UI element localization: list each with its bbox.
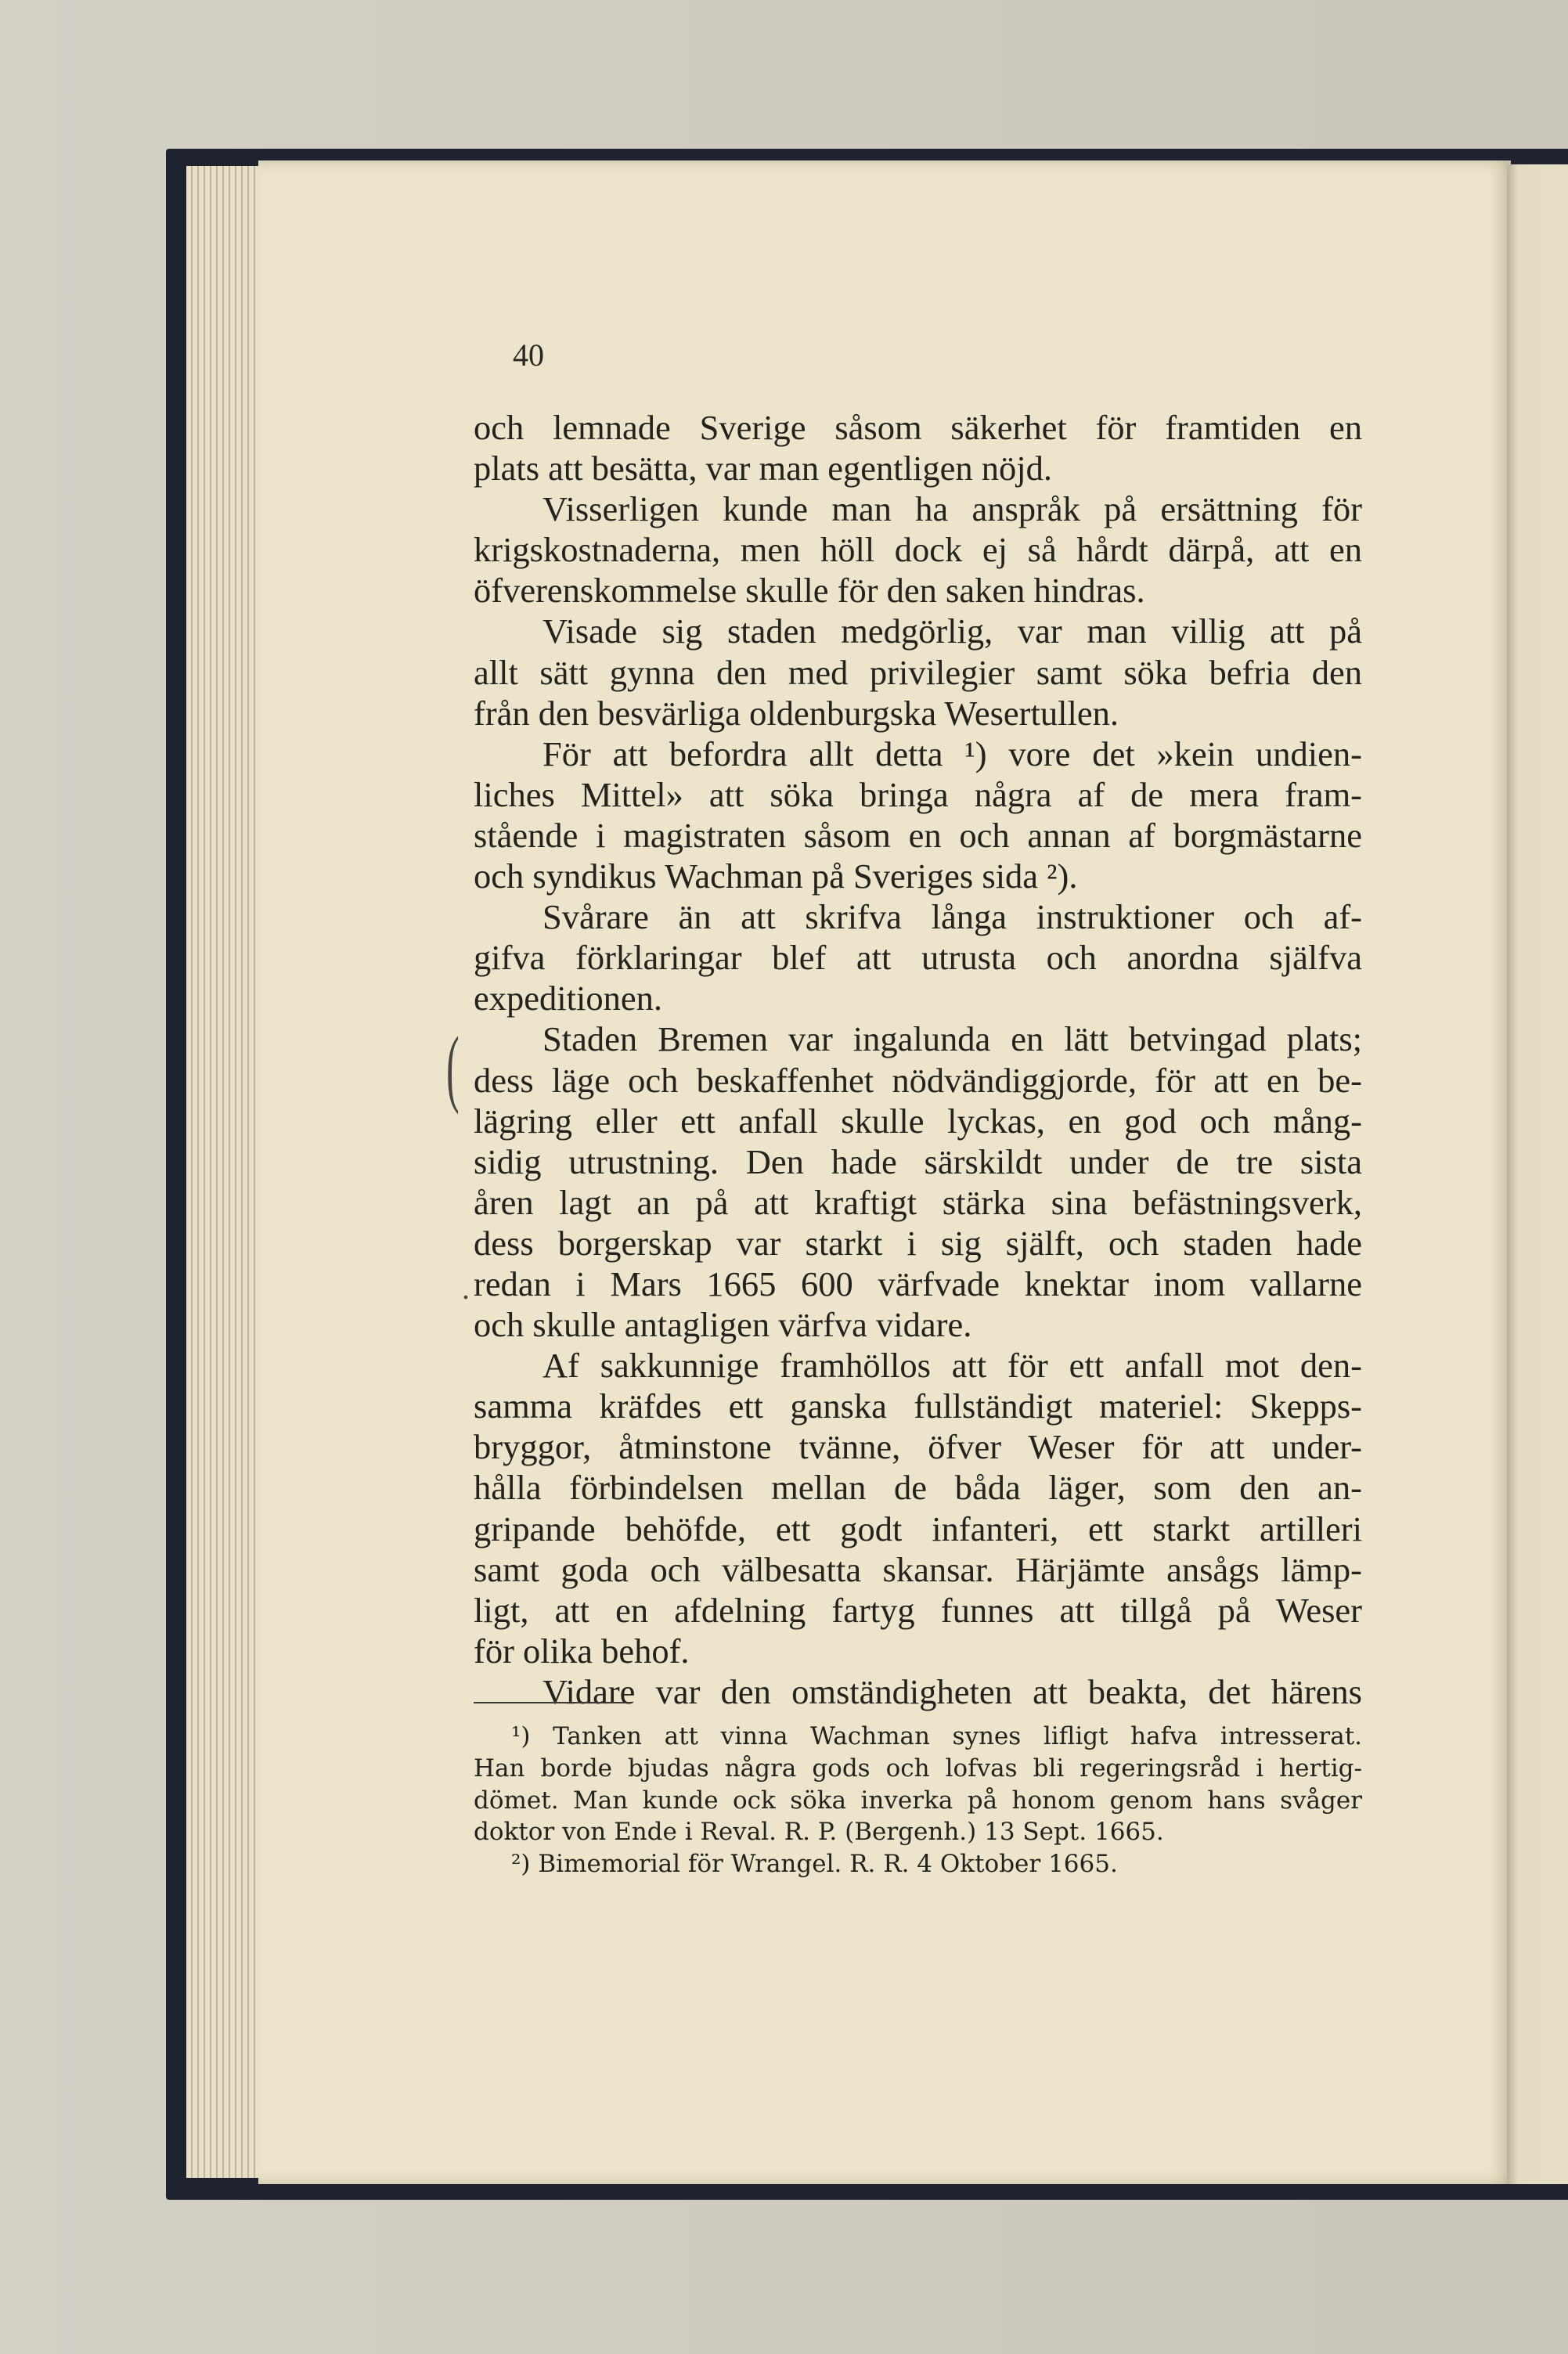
text-line: krigskostnaderna, men höll dock ej så hårdt därpå, att en xyxy=(474,530,1362,570)
text-line: Vidare var den omständigheten att beakta, det härens xyxy=(542,1671,1362,1711)
footnote-rule xyxy=(474,1702,630,1703)
text-line: och skulle antagligen värfva vidare. xyxy=(474,1305,972,1345)
text-line: sidig utrustning. Den hade särskildt under de tre sista xyxy=(474,1141,1362,1181)
margin-dot: . xyxy=(462,1271,470,1306)
text-line: gifva förklaringar blef att utrusta och anordna själfva xyxy=(474,938,1362,978)
text-line: för olika behof. xyxy=(474,1631,690,1671)
footnotes xyxy=(474,1721,1362,1880)
text-line: expeditionen. xyxy=(474,979,662,1018)
facing-page xyxy=(1507,164,1568,2184)
page-number: 40 xyxy=(513,337,544,373)
text-line: från den besvärliga oldenburgska Wesertullen. xyxy=(474,693,1119,733)
text-line: gripande behöfde, ett godt infanteri, ett starkt artilleri xyxy=(474,1509,1362,1548)
text-line: Svårare än att skrifva långa instruktioner och af- xyxy=(542,897,1362,937)
text-line: dess läge och beskaffenhet nödvändiggjorde, för att en be- xyxy=(474,1060,1362,1100)
text-line: Visade sig staden medgörlig, var man villig att på xyxy=(542,611,1362,651)
footnote-line: Han borde bjudas några gods och lofvas bli regeringsråd i hertig- xyxy=(474,1754,1362,1783)
text-line: dess borgerskap var starkt i sig själft, och staden hade xyxy=(474,1223,1362,1263)
footnote-line: dömet. Man kunde ock söka inverka på honom genom hans svåger xyxy=(474,1786,1362,1815)
body-text xyxy=(474,407,1362,1712)
text-line: hålla förbindelsen mellan de båda läger, som den an- xyxy=(474,1468,1362,1508)
text-line: stående i magistraten såsom en och annan af borgmästarne xyxy=(474,815,1362,855)
text-line: och syndikus Wachman på Sveriges sida ²). xyxy=(474,856,1078,896)
text-line: och lemnade Sverige såsom säkerhet för framtiden en xyxy=(474,408,1362,447)
text-line: redan i Mars 1665 600 värfvade knektar inom vallarne xyxy=(474,1264,1362,1303)
text-line: lägring eller ett anfall skulle lyckas, en god och mång- xyxy=(474,1101,1362,1141)
footnote-line: doktor von Ende i Reval. R. P. (Bergenh.) 13 Sept. 1665. xyxy=(474,1818,1164,1847)
text-line: liches Mittel» att söka bringa några af de mera fram- xyxy=(474,774,1362,814)
text-line: plats att besätta, var man egentligen nöjd. xyxy=(474,449,1052,488)
text-line: öfverenskommelse skulle för den saken hindras. xyxy=(474,571,1145,611)
text-line: bryggor, åtminstone tvänne, öfver Weser för att under- xyxy=(474,1427,1362,1467)
text-line: Staden Bremen var ingalunda en lätt betvingad plats; xyxy=(542,1019,1362,1059)
text-line: samma kräfdes ett ganska fullständigt materiel: Skepps- xyxy=(474,1386,1362,1426)
text-line: åren lagt an på att kraftigt stärka sina befästningsverk, xyxy=(474,1182,1362,1222)
footnote-line: ¹) Tanken att vinna Wachman synes lifligt hafva intresserat. xyxy=(511,1722,1362,1750)
text-line: Af sakkunnige framhöllos att för ett anfall mot den- xyxy=(542,1346,1362,1386)
text-line: För att befordra allt detta ¹) vore det »kein undien- xyxy=(542,734,1362,773)
margin-bracket: ( xyxy=(446,1019,460,1115)
text-line: samt goda och välbesatta skansar. Härjämte ansågs lämp- xyxy=(474,1549,1362,1589)
text-line: ligt, att en afdelning fartyg funnes att tillgå på Weser xyxy=(474,1590,1362,1630)
text-line: allt sätt gynna den med privilegier samt söka befria den xyxy=(474,652,1362,692)
text-line: Visserligen kunde man ha anspråk på ersättning för xyxy=(542,489,1362,529)
footnote-line: ²) Bimemorial för Wrangel. R. R. 4 Oktober 1665. xyxy=(511,1850,1118,1879)
